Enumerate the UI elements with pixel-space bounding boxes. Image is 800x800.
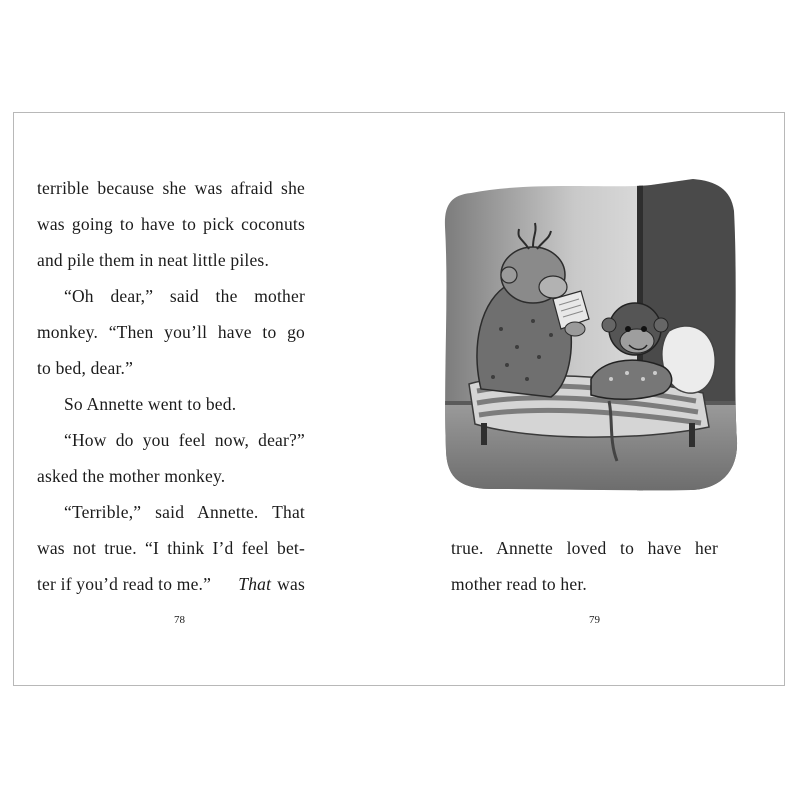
text-fragment: was (277, 574, 305, 594)
text-line: monkey. “Then you’ll have to go (37, 322, 305, 342)
text-line: to bed, dear.” (37, 358, 134, 378)
text-line: “Terrible,” said Annette. That (64, 502, 305, 522)
text-line: “How do you feel now, dear?” (64, 430, 305, 450)
text-fragment: ter if you’d read to me.” (37, 574, 212, 594)
text-line: was going to have to pick coconuts (37, 214, 305, 234)
page-number: 78 (174, 614, 185, 626)
text-line: true. Annette loved to have her (451, 538, 718, 558)
text-line: was not true. “I think I’d feel bet- (37, 538, 305, 558)
text-line: terrible because she was afraid she (37, 178, 305, 198)
text-line: So Annette went to bed. (64, 394, 237, 414)
monkey-bedtime-illustration (441, 179, 738, 491)
page-number: 79 (589, 614, 600, 626)
text-line: “Oh dear,” said the mother (64, 286, 305, 306)
italic-word: That (238, 574, 272, 594)
illustration (441, 179, 738, 491)
text-line (37, 576, 305, 594)
text-line: and pile them in neat little piles. (37, 250, 270, 270)
text-line: asked the mother monkey. (37, 466, 226, 486)
text-line: mother read to her. (451, 574, 587, 594)
